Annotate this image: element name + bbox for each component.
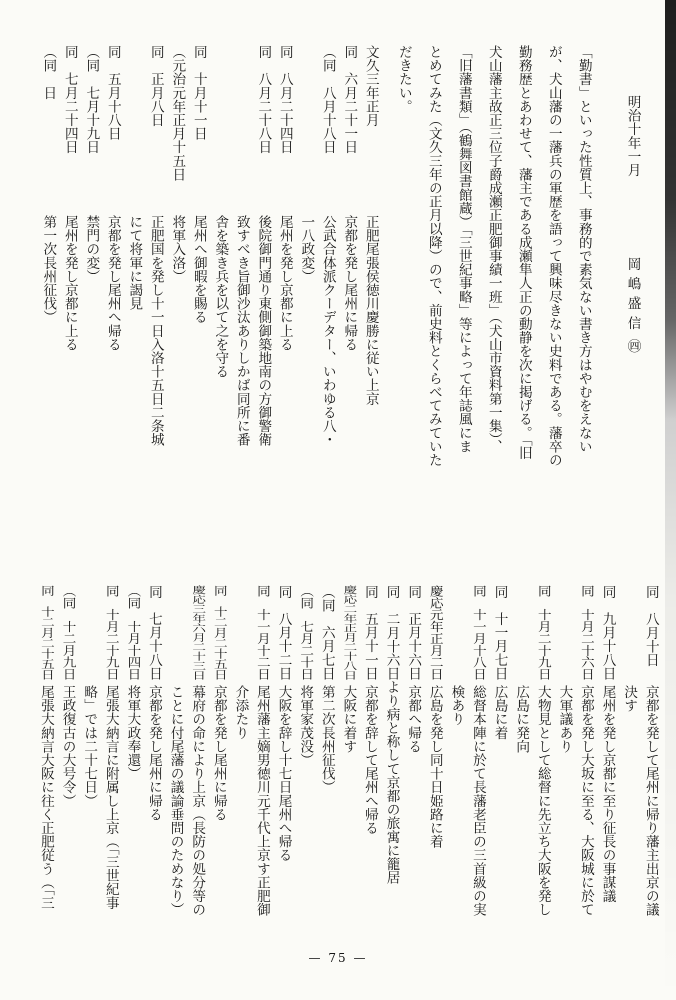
- article-title: 明治十年一月: [624, 95, 641, 177]
- chronology-event: 正肥国を発し十一日入洛十五日二条城: [147, 215, 164, 447]
- chronology-date: 慶応二年正月二十八日: [340, 585, 357, 681]
- chronology-event: 尾州藩主嫡男徳川元千代上京す正肥御: [253, 685, 270, 917]
- chronology-event-continued: 致すべき旨御沙汰ありしかば同所に番: [233, 215, 250, 447]
- chronology-event: 大物見として総督に先立ち大阪を発し: [534, 685, 551, 917]
- chronology-event: 公武合体派クーデター、いわゆる八・: [319, 215, 336, 447]
- chronology-event-continued: 検あり: [448, 685, 465, 726]
- chronology-date: 慶応三年六月二十三日: [189, 585, 206, 681]
- chronology-event: 総督本陣に於て長藩老臣の三首級の実: [469, 685, 486, 917]
- chronology-event: 正肥尾張侯徳川慶勝に従い上京: [362, 215, 379, 406]
- chronology-date: 同 五月十八日: [104, 45, 121, 141]
- chronology-date: 同 十月二十九日: [102, 585, 119, 680]
- chronology-event: 尾州を発し京都に上る: [276, 215, 293, 351]
- author-name: 岡嶋盛信: [624, 257, 641, 336]
- chronology-event: 京都を発して尾州に帰り藩主出京の議: [642, 685, 659, 917]
- chronology-event: 大阪を辞し十七日尾州へ帰る: [275, 685, 292, 862]
- chronology-event-continued: 舎を築き兵を以て之を守る: [212, 215, 229, 379]
- chronology-date: 同 六月二十一日: [341, 45, 358, 154]
- chronology-date: 同 九月十八日: [599, 585, 616, 681]
- chronology-event: 京都を辞して尾州へ帰る: [361, 685, 378, 835]
- chronology-event: 京都へ帰る: [405, 685, 422, 753]
- chronology-event: 尾張大納言に附属し上京（「三世紀事: [102, 685, 119, 910]
- chronology-event: 第一次長州征伐）: [40, 215, 57, 324]
- chronology-event-continued: 一八政変）: [298, 215, 315, 283]
- chronology-date: （同 六月七日: [318, 585, 335, 681]
- chronology-event-continued: ことに付尾藩の議論垂問のためなり）: [167, 685, 184, 917]
- intro-line: とめてみた（文久三年の正月以降）ので、前史料とくらべてみていた: [425, 45, 442, 467]
- chronology-event: 幕府の命により上京（長防の処分等の: [189, 685, 206, 917]
- chronology-date: 同 十一月七日: [491, 585, 508, 681]
- chronology-event: 京都を発し尾州に帰る: [210, 685, 227, 821]
- chronology-date: 同 正月十六日: [405, 585, 422, 681]
- chronology-date: 同 十月二十九日: [534, 585, 551, 680]
- chronology-event: 尾州へ御暇を賜る: [190, 215, 207, 324]
- chronology-date: 同 八月十二日: [275, 585, 292, 681]
- chronology-date: 同 五月十一日: [361, 585, 378, 681]
- intro-line: 「勤書」といった性質上、事務的で素気ない書き方はやむをえない: [575, 45, 592, 453]
- chronology-event: 尾州を発し京都に至り征長の事謀議: [599, 685, 616, 903]
- chronology-event: 大阪に着す: [340, 685, 357, 753]
- chronology-date: 同 十二月二十五日: [210, 585, 227, 680]
- intro-line: だきたい。: [395, 45, 412, 113]
- chronology-date: 同 八月十日: [642, 585, 659, 667]
- part-number: ㊃: [624, 339, 641, 353]
- chronology-date: 文久三年正月: [362, 45, 379, 127]
- chronology-event: 京都を発し大坂に至る、大阪城に於て: [577, 685, 594, 917]
- chronology-event: 将軍入洛）: [169, 215, 186, 283]
- chronology-date: （元治元年正月十五日: [169, 45, 186, 181]
- chronology-event: 広島に着: [491, 685, 508, 740]
- chronology-event: 京都を発し尾州に帰る: [145, 685, 162, 821]
- chronology-date: （同 七月二十日: [297, 585, 314, 680]
- chronology-date: 同 十一月十二日: [253, 585, 270, 680]
- chronology-event: 京都を発し尾州に帰る: [341, 215, 358, 351]
- chronology-event: 京都を発し尾州へ帰る: [104, 215, 121, 351]
- chronology-event: 将軍家茂没）: [297, 685, 314, 767]
- chronology-date: （同 十月十四日: [124, 585, 141, 680]
- chronology-date: 同 二月十六日より病と称して京都の旅寓に籠居: [383, 585, 400, 885]
- chronology-date: 同 八月二十八日: [255, 45, 272, 154]
- chronology-event: 将軍大政奉還）: [124, 685, 141, 781]
- chronology-event: 後院御門通り東側御築地南の方御警衛: [255, 215, 272, 447]
- chronology-event-continued: 介添たり: [232, 685, 249, 740]
- chronology-date: 同 十月二十六日: [577, 585, 594, 680]
- chronology-event-continued: 大軍議あり: [556, 685, 573, 753]
- chronology-date: （同 八月十八日: [319, 45, 336, 154]
- chronology-event: 王政復古の大号令）: [59, 685, 76, 808]
- chronology-date: 同 七月十八日: [145, 585, 162, 681]
- chronology-event-continued: 広島に発向: [513, 685, 530, 753]
- chronology-date: 同 八月二十四日: [276, 45, 293, 154]
- chronology-event: 尾張大納言大阪に往く正肥従う（「三: [37, 685, 54, 910]
- chronology-date: 慶応元年正月二日: [426, 585, 443, 680]
- chronology-date: 同 十月十一日: [190, 45, 207, 141]
- chronology-event-continued: 決す: [621, 685, 638, 713]
- chronology-event: 尾州を発し京都に上る: [61, 215, 78, 351]
- chronology-event: 禁門の変）: [83, 215, 100, 283]
- chronology-date: （同 十二月九日: [59, 585, 76, 680]
- chronology-event: 第二次長州征伐）: [318, 685, 335, 794]
- page-number: — 75 —: [308, 951, 368, 965]
- intro-line: 勤務歴とあわせて、藩主である成瀬隼人正の動静を次に掲げる。「旧: [515, 45, 532, 460]
- chronology-date: （同 七月十九日: [83, 45, 100, 154]
- chronology-event: 広島を発し同十日姫路に着: [426, 685, 443, 849]
- intro-line: 犬山藩主故正三位子爵成瀬正肥御事績一班」（犬山市資料第一集）、: [485, 45, 502, 453]
- chronology-event-continued: にて将軍に謁見: [126, 215, 143, 311]
- chronology-date: 同 正月八日: [147, 45, 164, 127]
- intro-line: 「旧藩書類」（鶴舞図書館蔵）「三世紀事略」等によって年誌風にま: [455, 45, 472, 453]
- chronology-event-continued: 略」では二十七日）: [81, 685, 98, 808]
- chronology-date: （同 日: [40, 45, 57, 100]
- chronology-date: 同 十二月二十五日: [37, 585, 54, 680]
- intro-line: が、犬山藩の一藩兵の軍歴を語って興味尽きない史料である。藩卒の: [545, 45, 562, 467]
- chronology-date: 同 十一月十八日: [469, 585, 486, 680]
- chronology-date: 同 七月二十四日: [61, 45, 78, 154]
